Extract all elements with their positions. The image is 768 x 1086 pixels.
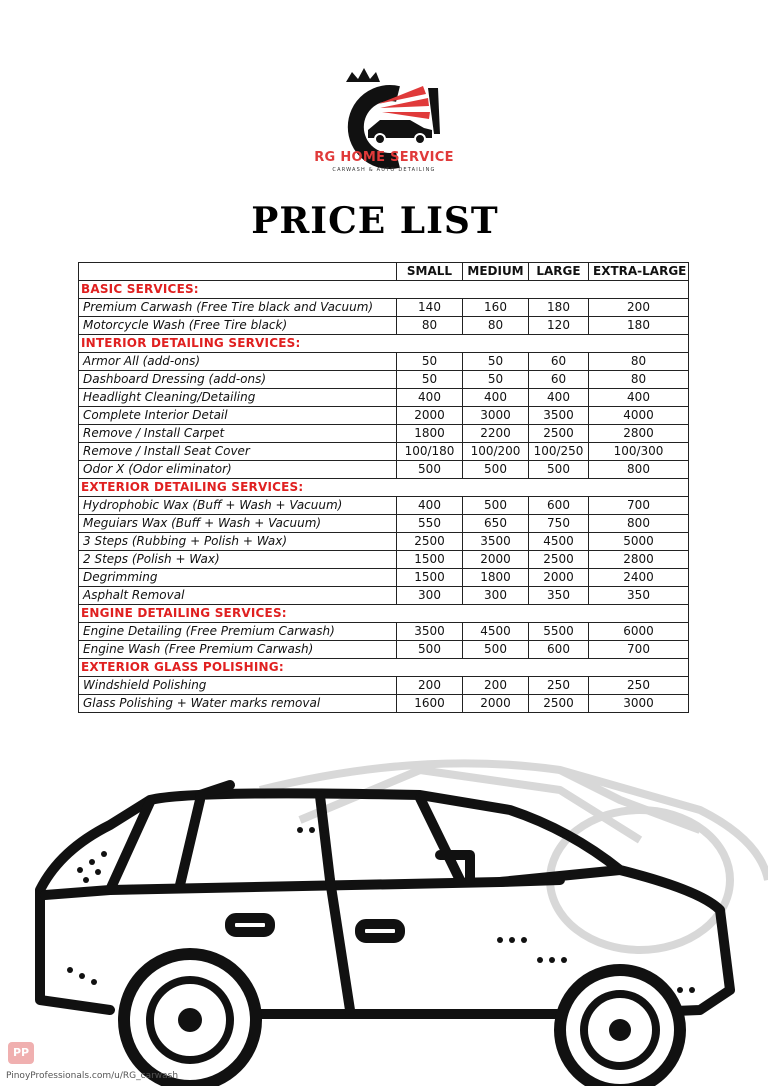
table-row — [79, 695, 689, 713]
section-title: ENGINE DETAILING SERVICES: — [79, 605, 689, 623]
service-name: Remove / Install Seat Cover — [79, 443, 397, 461]
price-cell: 2400 — [589, 569, 689, 587]
section-header-row — [79, 659, 689, 677]
price-cell: 800 — [589, 461, 689, 479]
price-cell: 500 — [463, 497, 529, 515]
service-name: Meguiars Wax (Buff + Wash + Vacuum) — [79, 515, 397, 533]
service-name: Complete Interior Detail — [79, 407, 397, 425]
price-cell: 50 — [397, 353, 463, 371]
price-cell: 100/250 — [529, 443, 589, 461]
price-cell: 2500 — [529, 695, 589, 713]
price-table — [78, 262, 689, 713]
price-cell: 5000 — [589, 533, 689, 551]
service-name: Odor X (Odor eliminator) — [79, 461, 397, 479]
price-cell: 1600 — [397, 695, 463, 713]
price-cell: 120 — [529, 317, 589, 335]
table-row — [79, 443, 689, 461]
section-title: INTERIOR DETAILING SERVICES: — [79, 335, 689, 353]
header-service — [79, 263, 397, 281]
price-cell: 180 — [589, 317, 689, 335]
price-cell: 250 — [589, 677, 689, 695]
section-header-row — [79, 281, 689, 299]
price-cell: 400 — [463, 389, 529, 407]
price-cell: 350 — [529, 587, 589, 605]
price-cell: 80 — [589, 353, 689, 371]
price-cell: 600 — [529, 641, 589, 659]
service-name: 3 Steps (Rubbing + Polish + Wax) — [79, 533, 397, 551]
table-row — [79, 551, 689, 569]
price-cell: 50 — [463, 371, 529, 389]
price-cell: 160 — [463, 299, 529, 317]
price-cell: 550 — [397, 515, 463, 533]
price-cell: 140 — [397, 299, 463, 317]
price-cell: 500 — [397, 641, 463, 659]
brand-logo — [328, 64, 448, 184]
price-cell: 300 — [463, 587, 529, 605]
service-name: Headlight Cleaning/Detailing — [79, 389, 397, 407]
price-cell: 2000 — [463, 551, 529, 569]
price-cell: 2000 — [397, 407, 463, 425]
price-cell: 80 — [463, 317, 529, 335]
brand-tagline: CARWASH & AUTO DETAILING — [332, 167, 436, 173]
table-header-row — [79, 263, 689, 281]
price-cell: 180 — [529, 299, 589, 317]
service-name: Dashboard Dressing (add-ons) — [79, 371, 397, 389]
price-cell: 600 — [529, 497, 589, 515]
service-name: Glass Polishing + Water marks removal — [79, 695, 397, 713]
price-cell: 1500 — [397, 551, 463, 569]
service-name: Hydrophobic Wax (Buff + Wash + Vacuum) — [79, 497, 397, 515]
price-cell: 350 — [589, 587, 689, 605]
table-row — [79, 569, 689, 587]
price-cell: 500 — [463, 461, 529, 479]
price-cell: 700 — [589, 497, 689, 515]
section-header-row — [79, 605, 689, 623]
price-cell: 2000 — [463, 695, 529, 713]
header-extra-large: EXTRA-LARGE — [589, 263, 689, 281]
table-row — [79, 677, 689, 695]
section-title: BASIC SERVICES: — [79, 281, 689, 299]
service-name: Motorcycle Wash (Free Tire black) — [79, 317, 397, 335]
table-row — [79, 533, 689, 551]
table-row — [79, 461, 689, 479]
page-title: PRICE LIST — [251, 200, 499, 242]
price-cell: 4500 — [463, 623, 529, 641]
section-title: EXTERIOR GLASS POLISHING: — [79, 659, 689, 677]
table-row — [79, 299, 689, 317]
price-cell: 4500 — [529, 533, 589, 551]
price-cell: 2200 — [463, 425, 529, 443]
price-cell: 800 — [589, 515, 689, 533]
table-row — [79, 515, 689, 533]
table-row — [79, 407, 689, 425]
price-cell: 3500 — [463, 533, 529, 551]
service-name: Remove / Install Carpet — [79, 425, 397, 443]
table-row — [79, 425, 689, 443]
watermark-link[interactable]: PinoyProfessionals.com/u/RG_carwash — [6, 1071, 179, 1081]
price-cell: 6000 — [589, 623, 689, 641]
price-cell: 2800 — [589, 425, 689, 443]
price-cell: 200 — [397, 677, 463, 695]
table-row — [79, 389, 689, 407]
price-cell: 100/180 — [397, 443, 463, 461]
price-cell: 1500 — [397, 569, 463, 587]
suv-illustration — [0, 730, 768, 1086]
table-row — [79, 497, 689, 515]
table-row — [79, 641, 689, 659]
price-cell: 700 — [589, 641, 689, 659]
site-badge: PP — [8, 1042, 34, 1064]
price-cell: 80 — [589, 371, 689, 389]
table-row — [79, 317, 689, 335]
price-cell: 5500 — [529, 623, 589, 641]
price-cell: 3500 — [397, 623, 463, 641]
price-cell: 650 — [463, 515, 529, 533]
price-cell: 400 — [529, 389, 589, 407]
price-cell: 400 — [589, 389, 689, 407]
table-row — [79, 371, 689, 389]
price-cell: 200 — [589, 299, 689, 317]
price-cell: 3500 — [529, 407, 589, 425]
price-cell: 300 — [397, 587, 463, 605]
price-cell: 200 — [463, 677, 529, 695]
service-name: Degrimming — [79, 569, 397, 587]
table-body — [79, 281, 689, 713]
price-cell: 400 — [397, 389, 463, 407]
price-cell: 60 — [529, 371, 589, 389]
section-header-row — [79, 335, 689, 353]
wheel-icon — [124, 954, 680, 1086]
price-cell: 2000 — [529, 569, 589, 587]
price-cell: 400 — [397, 497, 463, 515]
price-cell: 60 — [529, 353, 589, 371]
service-name: Premium Carwash (Free Tire black and Vacuum) — [79, 299, 397, 317]
price-cell: 3000 — [463, 407, 529, 425]
header-large: LARGE — [529, 263, 589, 281]
price-cell: 1800 — [397, 425, 463, 443]
price-cell: 2500 — [529, 551, 589, 569]
table-row — [79, 353, 689, 371]
section-title: EXTERIOR DETAILING SERVICES: — [79, 479, 689, 497]
price-cell: 500 — [397, 461, 463, 479]
price-cell: 750 — [529, 515, 589, 533]
crown-icon — [346, 68, 380, 82]
service-name: Engine Detailing (Free Premium Carwash) — [79, 623, 397, 641]
brand-name: RG HOME SERVICE — [314, 150, 454, 165]
service-name: Engine Wash (Free Premium Carwash) — [79, 641, 397, 659]
price-cell: 1800 — [463, 569, 529, 587]
service-name: Windshield Polishing — [79, 677, 397, 695]
price-cell: 50 — [463, 353, 529, 371]
price-cell: 250 — [529, 677, 589, 695]
price-cell: 2500 — [529, 425, 589, 443]
price-cell: 500 — [463, 641, 529, 659]
price-cell: 80 — [397, 317, 463, 335]
price-cell: 2800 — [589, 551, 689, 569]
price-cell: 4000 — [589, 407, 689, 425]
service-name: 2 Steps (Polish + Wax) — [79, 551, 397, 569]
price-cell: 50 — [397, 371, 463, 389]
header-medium: MEDIUM — [463, 263, 529, 281]
price-cell: 3000 — [589, 695, 689, 713]
table-row — [79, 623, 689, 641]
table-row — [79, 587, 689, 605]
price-cell: 100/300 — [589, 443, 689, 461]
price-cell: 2500 — [397, 533, 463, 551]
price-cell: 100/200 — [463, 443, 529, 461]
price-cell: 500 — [529, 461, 589, 479]
service-name: Asphalt Removal — [79, 587, 397, 605]
service-name: Armor All (add-ons) — [79, 353, 397, 371]
section-header-row — [79, 479, 689, 497]
header-small: SMALL — [397, 263, 463, 281]
